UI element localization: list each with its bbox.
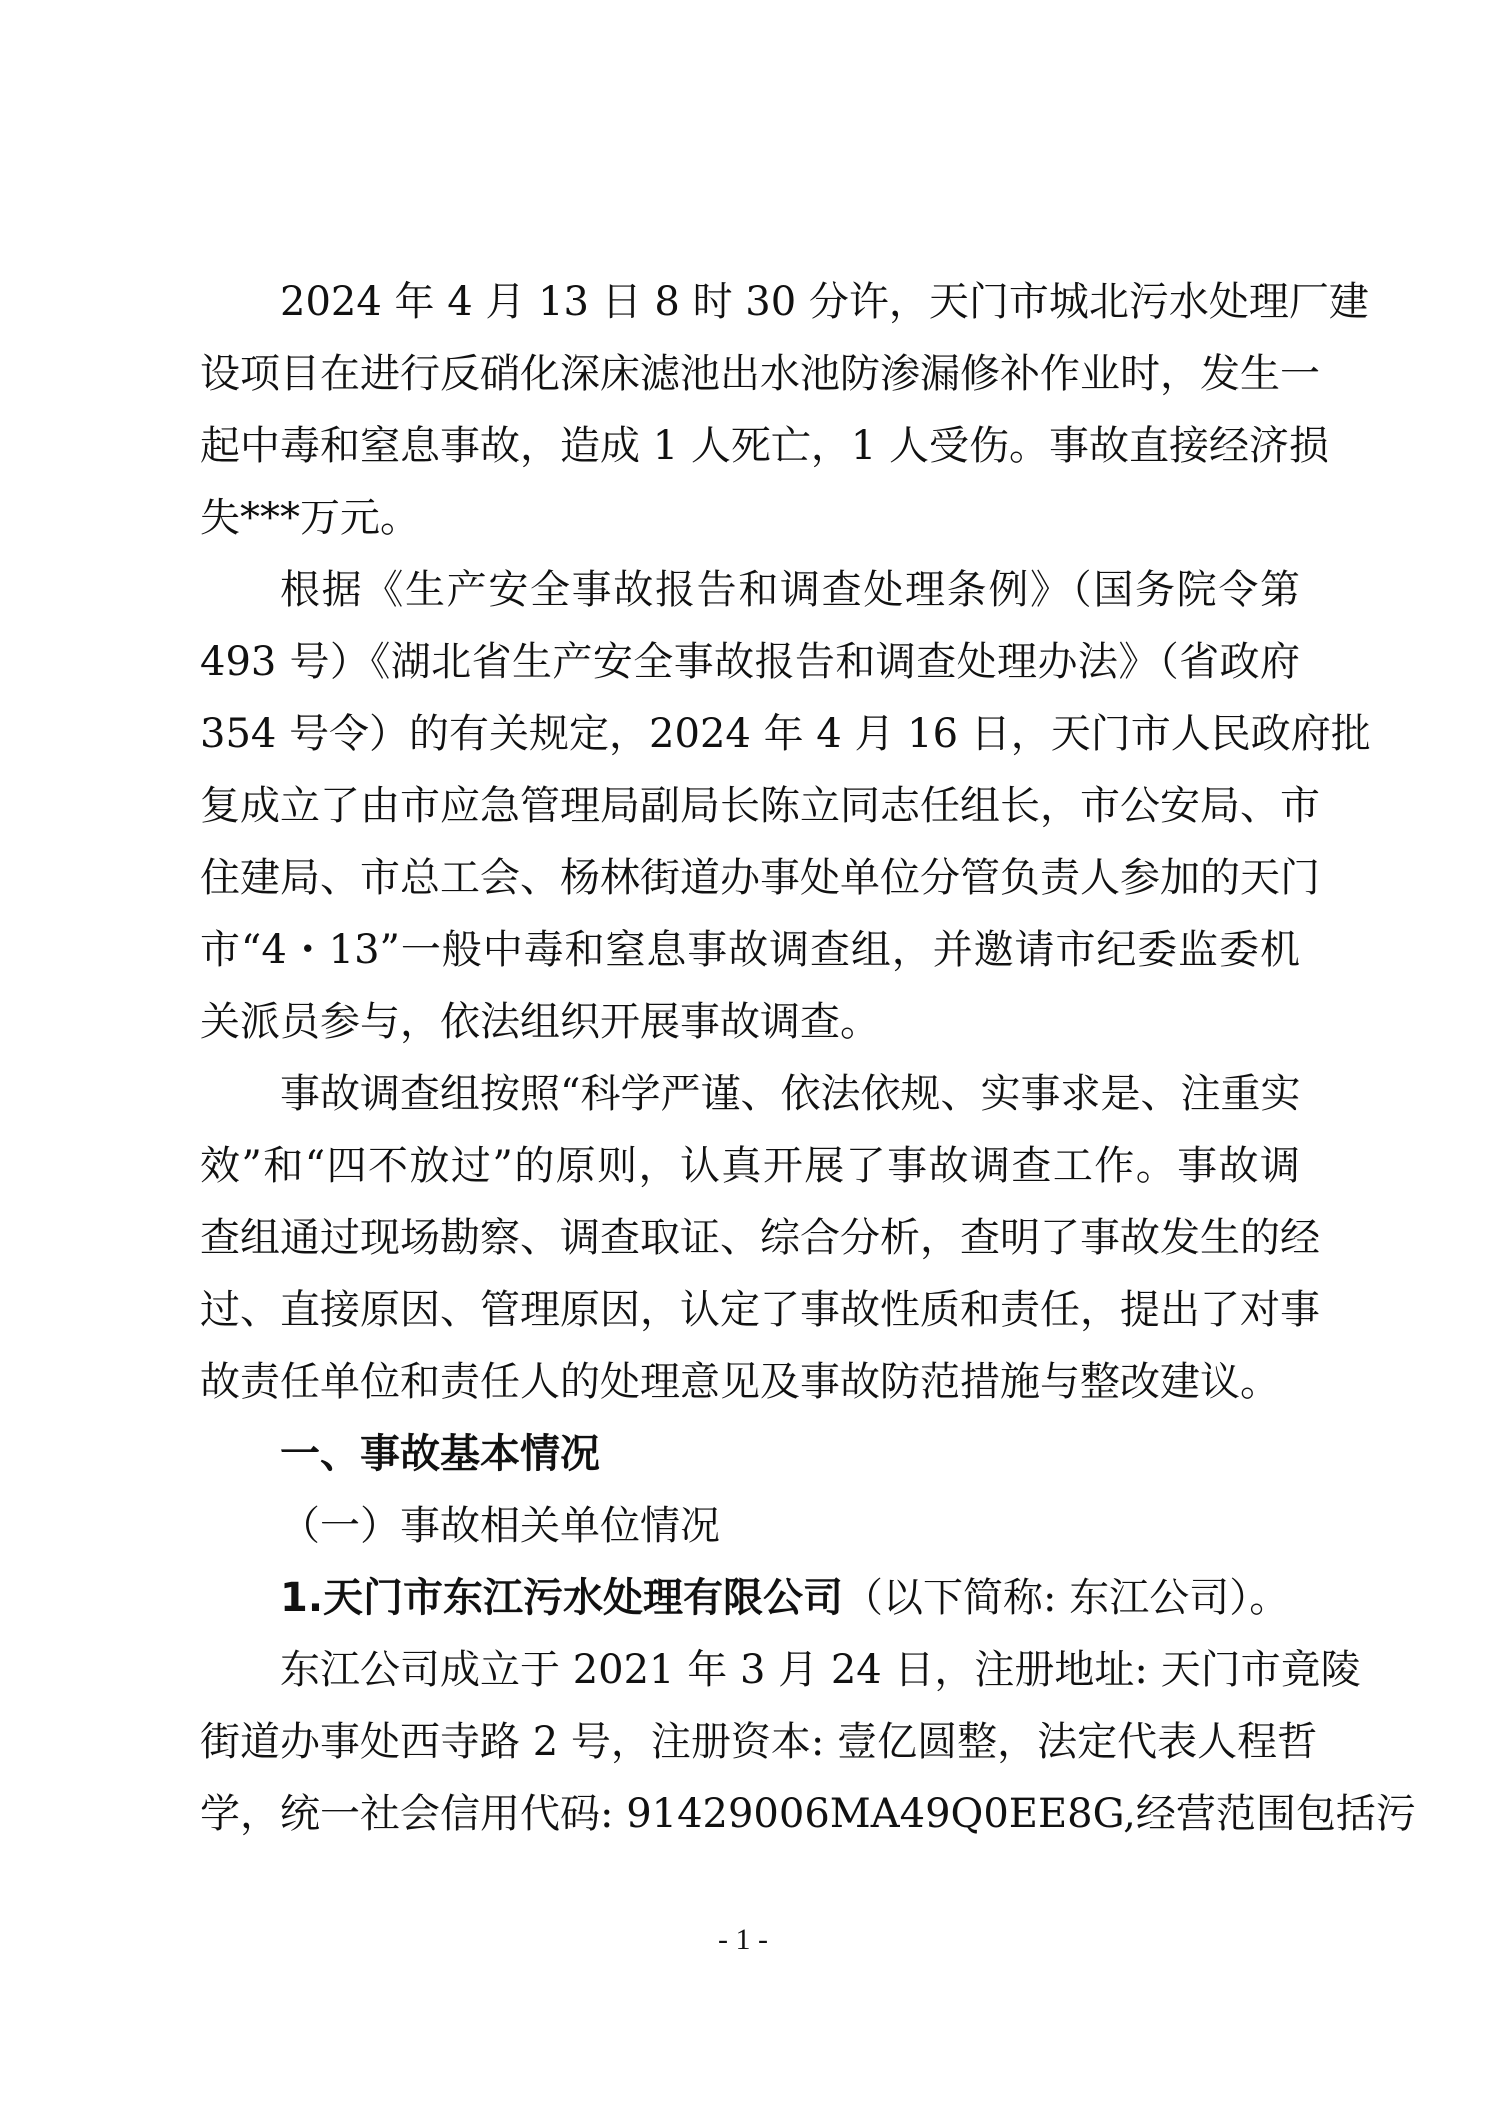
paragraph-2-line-1: 根据《生产安全事故报告和调查处理条例》（国务院令第 <box>280 567 1300 613</box>
item-heading-company: 1.天门市东江污水处理有限公司 <box>280 1575 844 1621</box>
paragraph-2-line-6: 市“4・13”一般中毒和窒息事故调查组，并邀请市纪委监委机 <box>200 927 1300 973</box>
paragraph-1-line-2: 设项目在进行反硝化深床滤池出水池防渗漏修补作业时，发生一 <box>200 351 1320 397</box>
paragraph-3-line-1: 事故调查组按照“科学严谨、依法依规、实事求是、注重实 <box>280 1071 1301 1117</box>
paragraph-2-line-3: 354 号令）的有关规定，2024 年 4 月 16 日，天门市人民政府批 <box>200 711 1371 757</box>
paragraph-2-line-5: 住建局、市总工会、杨林街道办事处单位分管负责人参加的天门 <box>200 855 1320 901</box>
item-heading-note: （以下简称: 东江公司）。 <box>843 1575 1290 1621</box>
subsection-heading: （一）事故相关单位情况 <box>280 1503 720 1549</box>
paragraph-4-line-3: 学，统一社会信用代码: 91429006MA49Q0EE8G,经营范围包括污 <box>200 1791 1416 1837</box>
paragraph-4-line-1: 东江公司成立于 2021 年 3 月 24 日，注册地址: 天门市竟陵 <box>280 1647 1361 1693</box>
page-number: - 1 - <box>718 1923 768 1956</box>
paragraph-3-line-4: 过、直接原因、管理原因，认定了事故性质和责任，提出了对事 <box>200 1287 1320 1333</box>
paragraph-3-line-3: 查组通过现场勘察、调查取证、综合分析，查明了事故发生的经 <box>200 1215 1320 1261</box>
paragraph-2-line-7: 关派员参与，依法组织开展事故调查。 <box>200 999 880 1045</box>
paragraph-1-line-1: 2024 年 4 月 13 日 8 时 30 分许，天门市城北污水处理厂建 <box>280 279 1369 325</box>
item-heading <box>280 1562 1289 1634</box>
paragraph-3-line-2: 效”和“四不放过”的原则，认真开展了事故调查工作。事故调 <box>200 1143 1300 1189</box>
paragraph-2-line-4: 复成立了由市应急管理局副局长陈立同志任组长，市公安局、市 <box>200 783 1320 829</box>
section-heading: 一、事故基本情况 <box>280 1431 600 1477</box>
paragraph-4-line-2: 街道办事处西寺路 2 号，注册资本: 壹亿圆整，法定代表人程哲 <box>200 1719 1318 1765</box>
paragraph-1-line-3: 起中毒和窒息事故，造成 1 人死亡，1 人受伤。事故直接经济损 <box>200 423 1330 469</box>
paragraph-3-line-5: 故责任单位和责任人的处理意见及事故防范措施与整改建议。 <box>200 1359 1280 1405</box>
paragraph-1-line-4: 失***万元。 <box>200 495 420 541</box>
paragraph-2-line-2: 493 号）《湖北省生产安全事故报告和调查处理办法》（省政府 <box>200 639 1300 685</box>
